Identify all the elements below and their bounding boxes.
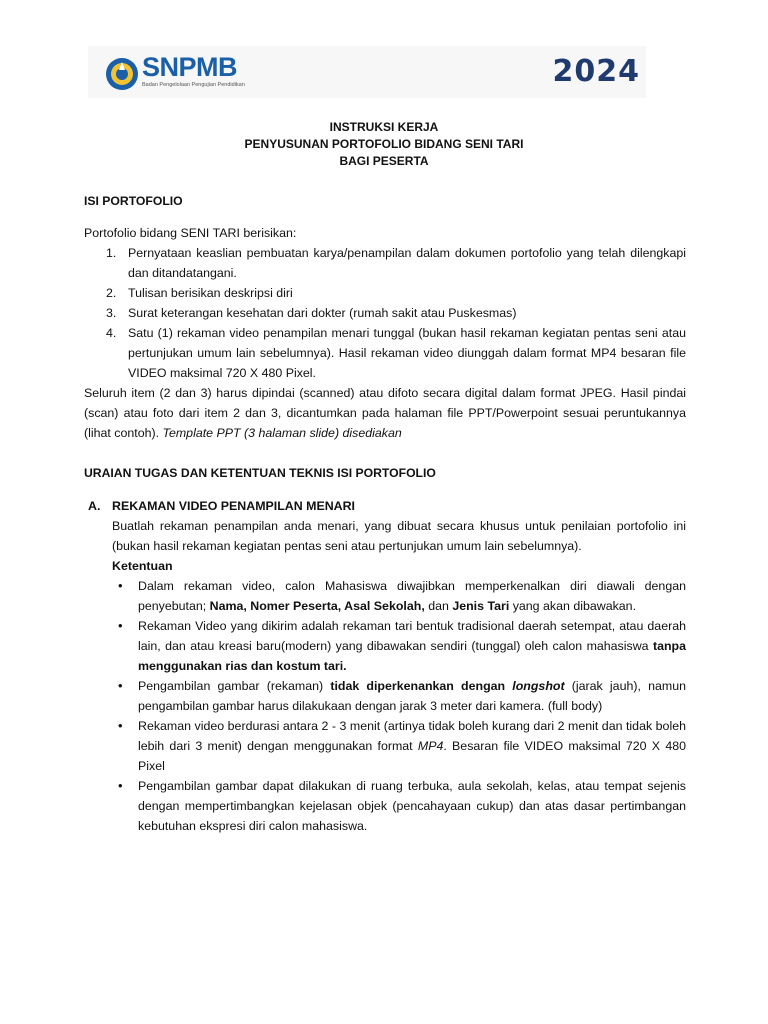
isi-item-list [84, 243, 686, 383]
list-number: 3. [106, 306, 117, 320]
ketentuan-bullet-list [112, 576, 686, 836]
list-item [84, 243, 686, 283]
list-item [84, 283, 686, 303]
isi-intro: Portofolio bidang SENI TARI berisikan: [84, 226, 297, 240]
bullet-italic-text: MP4 [417, 739, 444, 753]
bullet-bold-italic-text: longshot [512, 679, 565, 693]
bullet-bold-text: Jenis Tari [452, 599, 510, 613]
bullet-text: dan [424, 599, 453, 613]
title-line-2: PENYUSUNAN PORTOFOLIO BIDANG SENI TARI [244, 137, 524, 151]
bullet-bold-text: tanpa menggunakan rias dan kostum tari. [138, 639, 686, 673]
list-item [84, 323, 686, 383]
list-number: 1. [106, 246, 117, 260]
bullet-item [112, 776, 686, 836]
bullet-dot-icon: • [118, 578, 123, 593]
bullet-item [112, 716, 686, 776]
year-label: 2024 [552, 54, 640, 89]
bullet-text: Pengambilan gambar dapat dilakukan di ruang terbuka, aula sekolah, kelas, atau tempat sejenis dengan mempertimbangkan kejelasan objek (pencahayaan cukup) dan atas dasar pertimbangan kebutuhan ekspresi diri calon mahasiswa. [138, 779, 686, 833]
bullet-dot-icon: • [118, 618, 123, 633]
section-heading-isi: ISI PORTOFOLIO [84, 194, 183, 208]
bullet-text: Rekaman Video yang dikirim adalah rekaman tari bentuk tradisional daerah setempat, atau daerah lain, dan atau kreasi baru(modern) yang dibawakan sendiri (tunggal) oleh calon mahasiswa [138, 619, 686, 653]
bullet-text: (jarak jauh), namun pengambilan gambar harus dilakukaan dengan jarak 3 meter dari kamera. (full body) [138, 679, 686, 713]
section-a-description: Buatlah rekaman penampilan anda menari, yang dibuat secara khusus untuk penilaian portofolio ini (bukan hasil rekaman kegiatan pentas seni atau pertunjukan umum lain sebelumnya). [112, 519, 686, 553]
bullet-bold-text: tidak diperkenankan dengan [330, 679, 513, 693]
bullet-dot-icon: • [118, 778, 123, 793]
document-title [84, 119, 684, 170]
list-item [84, 303, 686, 323]
ketentuan-label: Ketentuan [112, 559, 173, 573]
section-a-title: REKAMAN VIDEO PENAMPILAN MENARI [112, 499, 356, 513]
logo-subtitle: Badan Pengelolaan Pengujian Pendidikan [142, 82, 245, 88]
section-heading-uraian: URAIAN TUGAS DAN KETENTUAN TEKNIS ISI PORTOFOLIO [84, 466, 436, 480]
bullet-text: . Besaran file VIDEO maksimal 720 X 480 Pixel [138, 739, 686, 773]
list-item-text: Tulisan berisikan deskripsi diri [128, 286, 293, 300]
logo-wordmark: SNPMB [142, 52, 238, 82]
list-number: 4. [106, 326, 117, 340]
title-line-3: BAGI PESERTA [339, 154, 429, 168]
list-item-text: Pernyataan keaslian pembuatan karya/penampilan dalam dokumen portofolio yang telah dilengkapi dan ditandatangani. [128, 246, 686, 280]
bullet-text: Dalam rekaman video, calon Mahasiswa diwajibkan memperkenalkan diri diawali dengan penyebutan; [138, 579, 686, 613]
header-banner [88, 46, 646, 98]
bullet-item [112, 576, 686, 616]
bullet-dot-icon: • [118, 678, 123, 693]
section-a-heading [88, 496, 355, 516]
isi-note-text: Seluruh item (2 dan 3) harus dipindai (scanned) atau difoto secara digital dalam format JPEG. Hasil pindai (scan) atau foto dari item 2 dan 3, dicantumkan pada halaman file PPT/Powerpoint sesuai peruntukannya (lihat contoh). [84, 386, 686, 440]
section-a-label: A. [88, 499, 101, 513]
bullet-text: Rekaman video berdurasi antara 2 - 3 menit (artinya tidak boleh kurang dari 2 menit dan tidak boleh lebih dari 3 menit) dengan menggunakan format [138, 719, 686, 753]
bullet-dot-icon: • [118, 718, 123, 733]
list-number: 2. [106, 286, 117, 300]
bullet-text: yang akan dibawakan. [509, 599, 637, 613]
bullet-item [112, 616, 686, 676]
bullet-bold-text: Nama, Nomer Peserta, Asal Sekolah, [209, 599, 425, 613]
list-item-text: Satu (1) rekaman video penampilan menari tunggal (bukan hasil rekaman kegiatan pentas seni atau pertunjukan umum lain sebelumnya). Hasil rekaman video diunggah dalam format MP4 besaran file VIDEO maksimal 720 X 480 Pixel. [128, 326, 686, 380]
list-item-text: Surat keterangan kesehatan dari dokter (rumah sakit atau Puskesmas) [128, 306, 517, 320]
isi-note-italic: Template PPT (3 halaman slide) disediakan [162, 426, 402, 440]
snpmb-logo [104, 54, 264, 90]
bullet-item [112, 676, 686, 716]
title-line-1: INSTRUKSI KERJA [329, 120, 439, 134]
snpmb-emblem-icon [104, 56, 140, 92]
bullet-text: Pengambilan gambar (rekaman) [138, 679, 331, 693]
isi-note [84, 383, 686, 443]
